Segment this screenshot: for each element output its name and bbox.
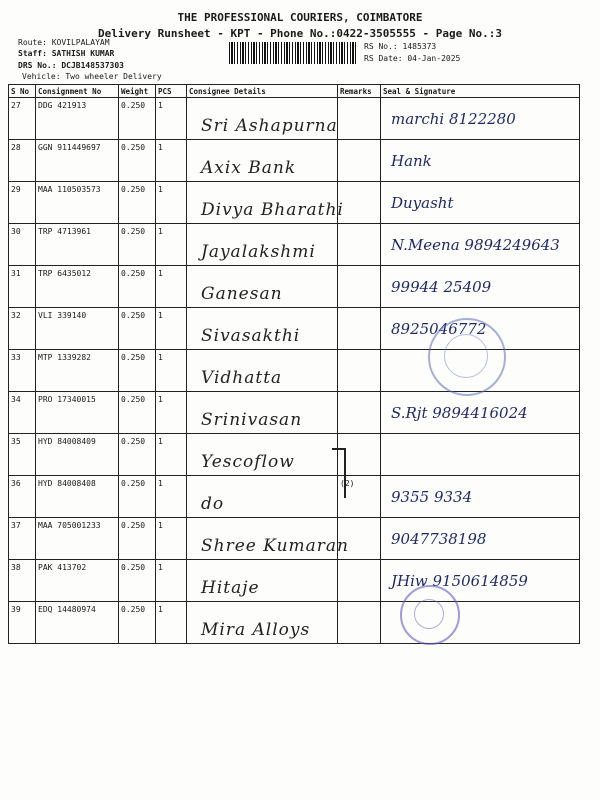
- cell-remarks: (2): [338, 476, 381, 518]
- col-sno: S No: [9, 85, 36, 98]
- consignee-name: Vidhatta: [201, 368, 283, 388]
- cell-pcs: 1: [156, 560, 187, 602]
- cell-consignee: [187, 266, 338, 308]
- cell-sno: 28: [9, 140, 36, 182]
- cell-signature: [381, 98, 580, 140]
- consignee-name: Divya Bharathi: [201, 200, 344, 220]
- cell-pcs: 1: [156, 224, 187, 266]
- cell-weight: 0.250: [119, 98, 156, 140]
- cell-sno: 31: [9, 266, 36, 308]
- cell-pcs: 1: [156, 434, 187, 476]
- cell-sno: 38: [9, 560, 36, 602]
- cell-consignee: [187, 308, 338, 350]
- cell-consignee: [187, 434, 338, 476]
- cell-consignee: [187, 182, 344, 224]
- cell-sno: 29: [9, 182, 36, 224]
- table-row: [9, 140, 580, 182]
- cell-remarks: [338, 224, 381, 266]
- cell-remarks: [338, 140, 381, 182]
- runsheet-subtitle: Delivery Runsheet - KPT - Phone No.:0422-3505555 - Page No.:3: [98, 27, 502, 40]
- cell-remarks: [338, 308, 381, 350]
- col-consignment: Consignment No: [36, 85, 119, 98]
- consignee-name: Mira Alloys: [201, 620, 311, 640]
- col-weight: Weight: [119, 85, 156, 98]
- cell-sno: 30: [9, 224, 36, 266]
- cell-sno: 37: [9, 518, 36, 560]
- col-remarks: Remarks: [338, 85, 381, 98]
- cell-consignment: EDQ 14480974: [36, 602, 119, 644]
- vehicle-label: Vehicle: Two wheeler Delivery: [22, 72, 162, 81]
- signature-text: 99944 25409: [391, 278, 492, 296]
- cell-weight: 0.250: [119, 518, 156, 560]
- cell-pcs: 1: [156, 518, 187, 560]
- cell-sno: 32: [9, 308, 36, 350]
- consignee-name: Srinivasan: [201, 410, 303, 430]
- cell-pcs: 1: [156, 140, 187, 182]
- cell-weight: 0.250: [119, 560, 156, 602]
- signature-text: Duyasht: [391, 194, 454, 212]
- cell-pcs: 1: [156, 266, 187, 308]
- cell-signature: [381, 434, 580, 476]
- consignee-name: Yescoflow: [201, 452, 295, 472]
- table-row: [9, 518, 580, 560]
- table-row: [9, 266, 580, 308]
- cell-weight: 0.250: [119, 602, 156, 644]
- rs-date: RS Date: 04-Jan-2025: [364, 54, 461, 63]
- cell-remarks: [338, 602, 381, 644]
- cell-remarks: [338, 350, 381, 392]
- barcode: [229, 42, 357, 64]
- table-row: [9, 476, 580, 518]
- col-pcs: PCS: [156, 85, 187, 98]
- cell-weight: 0.250: [119, 392, 156, 434]
- cell-consignment: PAK 413702: [36, 560, 119, 602]
- cell-signature: [381, 392, 580, 434]
- cell-pcs: 1: [156, 476, 187, 518]
- cell-pcs: 1: [156, 602, 187, 644]
- cell-sno: 36: [9, 476, 36, 518]
- cell-consignment: HYD 84008409: [36, 434, 119, 476]
- cell-consignment: MAA 705001233: [36, 518, 119, 560]
- cell-weight: 0.250: [119, 434, 156, 476]
- table-row: [9, 392, 580, 434]
- cell-remarks: [338, 560, 381, 602]
- cell-remarks: [338, 98, 381, 140]
- staff-label: Staff: SATHISH KUMAR: [18, 49, 115, 58]
- cell-consignee: [187, 224, 338, 266]
- cell-sno: 34: [9, 392, 36, 434]
- col-seal-signature: Seal & Signature: [381, 85, 580, 98]
- rs-number: RS No.: 1485373: [364, 42, 437, 51]
- cell-weight: 0.250: [119, 308, 156, 350]
- table-row: [9, 182, 580, 224]
- signature-text: marchi 8122280: [391, 110, 516, 128]
- cell-weight: 0.250: [119, 182, 156, 224]
- table-row: [9, 434, 580, 476]
- cell-consignment: DDG 421913: [36, 98, 119, 140]
- cell-pcs: 1: [156, 182, 187, 224]
- cell-consignment: TRP 4713961: [36, 224, 119, 266]
- document-title: THE PROFESSIONAL COURIERS, COIMBATORE: [177, 11, 423, 24]
- cell-remarks: [338, 182, 381, 224]
- signature-text: N.Meena 9894249643: [391, 236, 560, 254]
- consignee-name: Axix Bank: [201, 158, 297, 178]
- consignee-name: Sivasakthi: [201, 326, 301, 346]
- cell-remarks: [338, 266, 381, 308]
- consignee-name: do: [201, 494, 225, 514]
- table-header-row: [9, 85, 580, 98]
- cell-consignee: [187, 560, 338, 602]
- cell-consignment: VLI 339140: [36, 308, 119, 350]
- cell-pcs: 1: [156, 392, 187, 434]
- col-consignee: Consignee Details: [187, 85, 338, 98]
- consignee-name: Sri Ashapurna: [201, 116, 338, 136]
- cell-signature: [381, 182, 580, 224]
- cell-consignee: [187, 518, 349, 560]
- table-row: [9, 98, 580, 140]
- cell-pcs: 1: [156, 308, 187, 350]
- table-row: [9, 560, 580, 602]
- cell-consignee: [187, 602, 338, 644]
- cell-remarks: [338, 392, 381, 434]
- cell-sno: 27: [9, 98, 36, 140]
- seal-stamp: [428, 318, 506, 396]
- signature-text: S.Rjt 9894416024: [391, 404, 528, 422]
- cell-signature: [381, 266, 580, 308]
- cell-weight: 0.250: [119, 140, 156, 182]
- cell-sno: 33: [9, 350, 36, 392]
- consignee-name: Hitaje: [201, 578, 260, 598]
- cell-signature: [381, 140, 580, 182]
- signature-text: 9047738198: [391, 530, 487, 548]
- cell-pcs: 1: [156, 98, 187, 140]
- cell-pcs: 1: [156, 350, 187, 392]
- cell-sno: 39: [9, 602, 36, 644]
- signature-text: Hank: [391, 152, 432, 170]
- consignee-name: Jayalakshmi: [201, 242, 316, 262]
- cell-consignment: MTP 1339282: [36, 350, 119, 392]
- cell-consignment: GGN 911449697: [36, 140, 119, 182]
- seal-stamp: [400, 585, 460, 645]
- table-row: [9, 602, 580, 644]
- cell-consignee: [187, 140, 338, 182]
- table-row: [9, 224, 580, 266]
- cell-consignment: TRP 6435012: [36, 266, 119, 308]
- cell-signature: [381, 518, 580, 560]
- cell-signature: [381, 224, 580, 266]
- cell-consignee: [187, 476, 338, 518]
- drs-label: DRS No.: DCJB148537303: [18, 61, 124, 70]
- cell-consignment: HYD 84008408: [36, 476, 119, 518]
- signature-text: 8925046772: [391, 320, 487, 338]
- cell-consignment: PRO 17340015: [36, 392, 119, 434]
- cell-consignee: [187, 392, 338, 434]
- cell-weight: 0.250: [119, 224, 156, 266]
- cell-weight: 0.250: [119, 266, 156, 308]
- cell-signature: [381, 476, 580, 518]
- cell-consignment: MAA 110503573: [36, 182, 119, 224]
- consignee-name: Shree Kumaran: [201, 536, 349, 556]
- signature-text: 9355 9334: [391, 488, 473, 506]
- cell-consignee: [187, 98, 338, 140]
- cell-consignee: [187, 350, 338, 392]
- bracket-mark: [332, 448, 346, 498]
- cell-remarks: [338, 518, 381, 560]
- consignee-name: Ganesan: [201, 284, 283, 304]
- route-label: Route: KOVILPALAYAM: [18, 38, 110, 47]
- signature-text: JHiw 9150614859: [391, 572, 528, 590]
- cell-weight: 0.250: [119, 350, 156, 392]
- cell-sno: 35: [9, 434, 36, 476]
- cell-weight: 0.250: [119, 476, 156, 518]
